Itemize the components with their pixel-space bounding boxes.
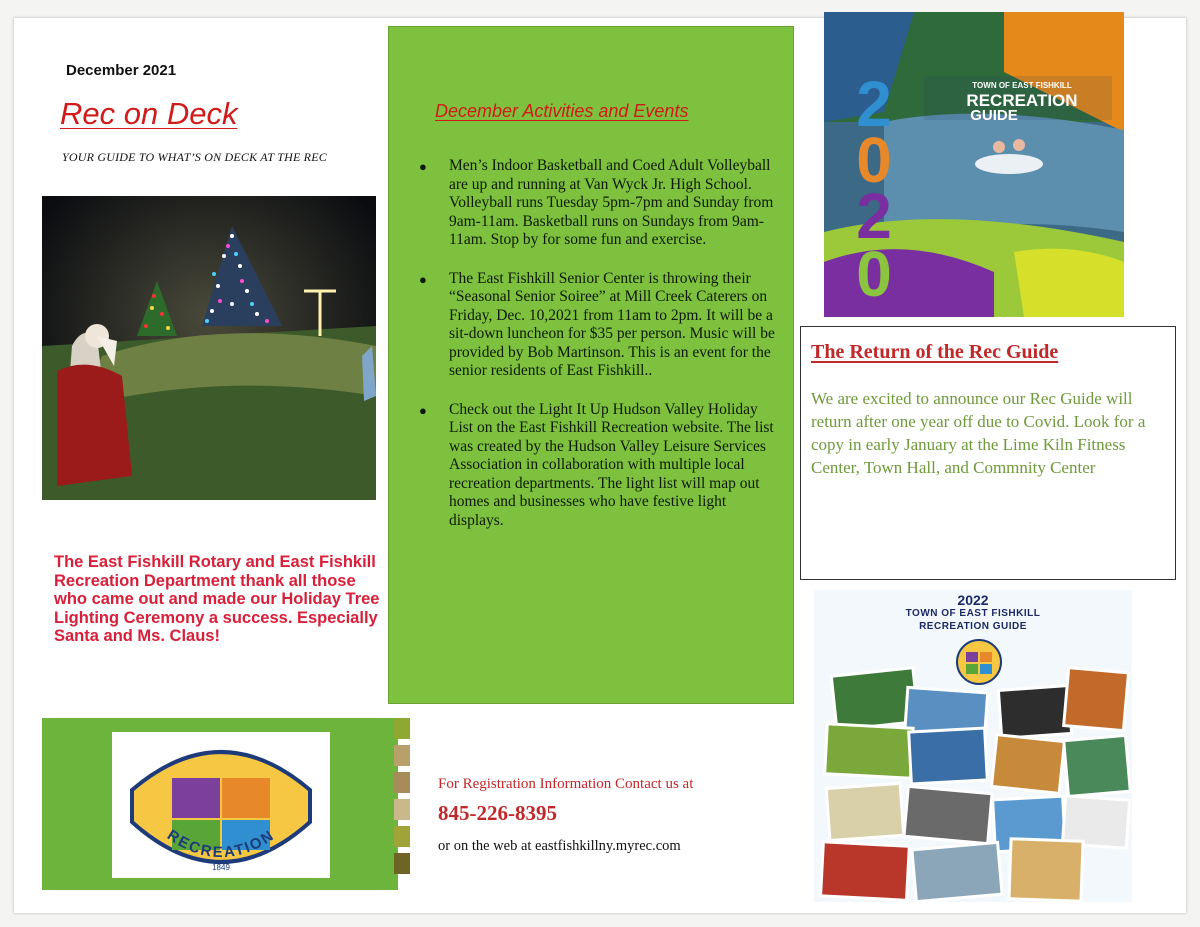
recreation-guide-2020-cover	[824, 12, 1124, 317]
guide-2020-digit: 0	[856, 124, 892, 196]
logo-band	[42, 718, 398, 890]
guide-2020-town: TOWN OF EAST FISHKILL	[972, 81, 1072, 90]
guide-2022-collage	[814, 590, 1132, 902]
contact-web[interactable]: or on the web at eastfishkillny.myrec.com	[438, 838, 681, 854]
recreation-guide-2022-cover	[814, 590, 1132, 902]
recreation-badge-icon	[112, 732, 330, 878]
guide-2020-digit: 0	[856, 238, 892, 310]
color-strip	[394, 718, 410, 908]
guide-2020-digit: 2	[856, 68, 892, 140]
guide-2020-recreation: RECREATION	[966, 91, 1078, 110]
activity-item: ● The East Fishkill Senior Center is throwing their “Seasonal Senior Soiree” at Mill Creek Caterers on Friday, Dec. 10,2021 from 11am to 2pm. It will be a sit-down luncheon for $35 per person. Music will be provided by Bob Martinson. This is an event for the senior residents of East Fishkill..	[419, 269, 775, 379]
logo-year: 1849	[212, 863, 230, 872]
guide-2020-illustration	[824, 12, 1124, 317]
tree-lighting-illustration	[42, 196, 376, 500]
logo-top-text	[112, 732, 272, 736]
activity-item: ● Men’s Indoor Basketball and Coed Adult Volleyball are up and running at Van Wyck Jr. High School. Volleyball runs Tuesday 5pm-7pm and Sunday from 9am-11am. Basketball runs on Sundays from 9am-11am. Stop by for some fun and exercise.	[419, 157, 774, 248]
contact-intro: For Registration Information Contact us at	[438, 776, 694, 792]
contact-phone[interactable]: 845-226-8395	[438, 801, 557, 825]
rec-guide-body: We are excited to announce our Rec Guide will return after one year off due to Covid. Look for a copy in early January at the Lime Kiln Fitness Center, Town Hall, and Commnity Center	[811, 389, 1146, 477]
activities-panel	[388, 26, 794, 704]
east-fishkill-logo	[112, 732, 330, 878]
bullet-icon: ●	[419, 271, 427, 287]
guide-2022-town: TOWN OF EAST FISHKILL	[905, 608, 1041, 619]
newsletter-title: Rec on Deck	[60, 96, 238, 131]
registration-contact	[438, 776, 778, 855]
activity-item: ● Check out the Light It Up Hudson Valley Holiday List on the East Fishkill Recreation website. The list was created by the Hudson Valley Leisure Services Association in collaboration with multiple local recreation departments. The light list will map out homes and businesses who have festive light displays.	[419, 400, 774, 529]
logo-bottom-text: RECREATION	[164, 826, 278, 862]
thank-you-message: The East Fishkill Rotary and East Fishkill Recreation Department thank all those who came out and made our Holiday Tree Lighting Ceremony a success. Especially Santa and Ms. Claus!	[54, 553, 380, 645]
bullet-icon: ●	[419, 402, 427, 418]
issue-date: December 2021	[66, 62, 177, 79]
newsletter-page	[14, 18, 1186, 913]
guide-2020-guide: GUIDE	[970, 107, 1018, 124]
bullet-icon: ●	[419, 159, 427, 174]
activities-title: December Activities and Events	[435, 101, 689, 121]
rec-guide-announcement	[800, 326, 1176, 580]
tree-lighting-photo	[42, 196, 376, 500]
rec-guide-title: The Return of the Rec Guide	[811, 341, 1059, 363]
guide-2020-digit: 2	[856, 180, 892, 252]
guide-2022-year: 2022	[957, 592, 989, 608]
activities-list	[419, 157, 781, 550]
newsletter-tagline: YOUR GUIDE TO WHAT’S ON DECK AT THE REC	[62, 150, 327, 164]
guide-2022-title: RECREATION GUIDE	[919, 621, 1027, 632]
